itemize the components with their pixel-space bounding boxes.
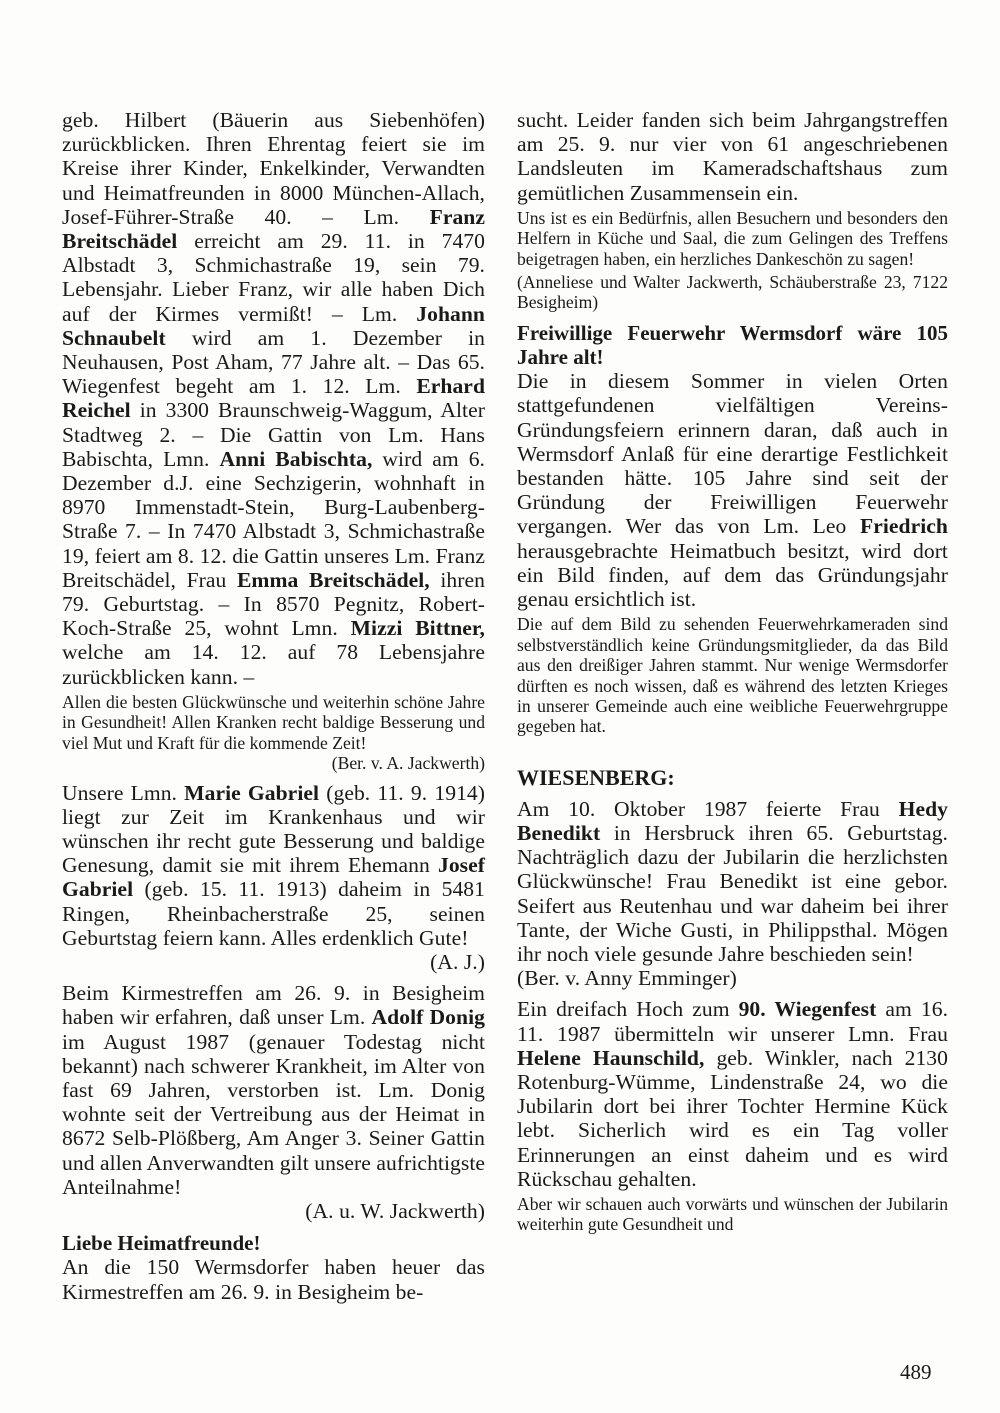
text-run: welche am 14. 12. auf 78 Lebensjahre zurückblicken kann. – [62, 640, 485, 689]
text-run: herausgebrachte Heimatbuch besitzt, wird dort ein Bild finden, auf dem das Gründungsjahr genau ersichtlich ist. [517, 538, 948, 612]
text-run: Ein dreifach Hoch zum [517, 997, 739, 1022]
section-heading [62, 1231, 485, 1255]
text-run: Beim Kirmestreffen am 26. 9. in Besigheim haben wir erfahren, daß unser Lm. [62, 981, 485, 1030]
paragraph [62, 108, 485, 689]
text-run: (geb. 11. 9. 1914) liegt zur Zeit im Krankenhaus und wir wünschen ihr recht gute Besserung und baldige Genesung, damit sie mit ihrem Ehemann [62, 780, 486, 878]
paragraph [517, 272, 948, 313]
bold-name: Freiwillige Feuerwehr Wermsdorf wäre 105 Jahre alt! [517, 320, 948, 370]
text-run: (Anneliese und Walter Jackwerth, Schäuberstraße 23, 7122 Besigheim) [517, 272, 948, 313]
paragraph [62, 781, 485, 975]
text-run: geb. Winkler, nach 2130 Rotenburg-Wümme, Lindenstraße 24, wo die Jubilarin dort bei ihrer Tochter Hermine Kück lebt. Sicherlich wird es ein Tag voller Erinnerungen an einst daheim und es wird Rückschau gehalten. [517, 1045, 948, 1191]
section-heading [517, 765, 948, 791]
right-column [517, 108, 948, 1235]
bold-name: Josef Gabriel [62, 853, 485, 902]
text-run: im August 1987 (genauer Todestag nicht bekannt) nach schwerer Krankheit, im Alter von fast 69 Jahren, verstorben ist. Lm. Donig wohnte seit der Vertreibung aus der Heimat in 8672 Selb-Plößberg, Am Anger 3. Seiner Gattin und allen Anverwandten gilt unsere aufrichtigste Anteilnahme! [62, 1029, 485, 1199]
text-run: wird am 6. Dezember d.J. eine Sechzigerin, wohnhaft in 8970 Immenstadt-Stein, Burg-Laubenberg-Straße 7. – In 7470 Albstadt 3, Schmichastraße 19, feiert am 8. 12. die Gattin unseres Lm. Franz Breitschädel, Frau [62, 446, 485, 592]
text-run: (Ber. v. Anny Emminger) [517, 966, 737, 991]
text-run: erreicht am 29. 11. in 7470 Albstadt 3, Schmichastraße 19, sein 79. Lebensjahr. Lieber Franz, wir alle haben Dich auf der Kirmes vermißt! – Lm. [62, 229, 485, 326]
bold-name: Hedy Benedikt [517, 796, 948, 845]
text-run: Die auf dem Bild zu sehenden Feuerwehrkameraden sind selbstverständlich keine Gründungsmitglieder, da das Bild aus den dreißiger Jahren stammt. Nur wenige Wermsdorfer dürften es noch wissen, daß es während des letzten Krieges in unserer Gemeinde auch eine weibliche Feuerwehrgruppe gegeben hat. [517, 614, 948, 737]
text-run: wird am 1. Dezember in Neuhausen, Post Aham, 77 Jahre alt. – Das 65. Wiegenfest begeht am 1. 12. Lm. [62, 325, 485, 399]
paragraph [517, 1194, 948, 1235]
paragraph [517, 108, 948, 205]
text-run: Uns ist es ein Bedürfnis, allen Besuchern und besonders den Helfern in Küche und Saal, die zum Gelingen des Treffens beigetragen haben, ein herzliches Dankeschön zu sagen! [517, 207, 948, 269]
bold-name: Friedrich [860, 514, 948, 539]
text-run: geb. Hilbert (Bäuerin aus Siebenhöfen) zurückblicken. Ihren Ehrentag feiert sie im Kreise ihrer Kinder, Enkelkinder, Verwandten und Heimatfreunden in 8000 München-Allach, Josef-Führer-Straße 40. – Lm. [62, 108, 485, 229]
bold-name: Adolf Donig [371, 1005, 485, 1030]
text-run: Aber wir schauen auch vorwärts und wünschen der Jubilarin weiterhin gute Gesundheit und [517, 1193, 948, 1235]
text-run: (geb. 15. 11. 1913) daheim in 5481 Ringen, Rheinbacherstraße 25, seinen Geburtstag feiern kann. Alles erdenklich Gute! [62, 877, 485, 950]
paragraph [517, 614, 948, 736]
text-run: in Hersbruck ihren 65. Geburtstag. Nachträglich dazu der Jubilarin die herzlichsten Glückwünsche! Frau Benedikt ist eine gebor. Seifert aus Reutenhau und war daheim bei ihrer Tante, der Wiche Gusti, in Philippsthal. Mögen ihr noch viele gesunde Jahre beschieden sein! [517, 820, 948, 966]
text-run: am 16. 11. 1987 übermitteln wir unserer Lmn. Frau [517, 997, 949, 1046]
left-column [62, 108, 485, 1304]
paragraph [62, 692, 485, 774]
text-run: Unsere Lmn. [62, 780, 185, 805]
text-run: ihren 79. Geburtstag. – In 8570 Pegnitz, Robert-Koch-Straße 25, wohnt Lmn. [62, 567, 485, 641]
bold-name: Marie Gabriel [184, 780, 320, 805]
bold-name: 90. Wiegenfest [738, 997, 877, 1022]
text-run: An die 150 Wermsdorfer haben heuer das Kirmestreffen am 26. 9. in Besigheim be- [62, 1255, 485, 1304]
bold-name: WIESENBERG: [517, 764, 675, 790]
paragraph [517, 369, 948, 611]
bold-name: Johann Schnaubelt [62, 301, 485, 350]
bold-name: Mizzi Bittner, [350, 616, 485, 641]
text-run: sucht. Leider fanden sich beim Jahrgangstreffen am 25. 9. nur vier von 61 angeschriebenen Landsleuten im Kameradschaftshaus zum gemütlichen Zusammensein ein. [517, 108, 948, 205]
page-number: 489 [900, 1360, 932, 1384]
paragraph [62, 1255, 485, 1303]
text-run: in 3300 Braunschweig-Waggum, Alter Stadtweg 2. – Die Gattin von Lm. Hans Babischta, Lmn. [62, 398, 485, 471]
paragraph [517, 966, 948, 990]
author-signature: (Ber. v. A. Jackwerth) [331, 753, 485, 774]
section-heading [517, 321, 948, 369]
author-signature: (A. J.) [430, 949, 485, 974]
paragraph [517, 997, 948, 1191]
text-run: Die in diesem Sommer in vielen Orten stattgefundenen vielfältigen Vereins-Gründungsfeiern erinnern daran, daß auch in Wermsdorf Anlaß für eine derartige Festlichkeit bestanden hätte. 105 Jahre sind seit der Gründung der Freiwilligen Feuerwehr vergangen. Wer das von Lm. Leo [517, 369, 948, 539]
bold-name: Erhard Reichel [62, 374, 485, 423]
author-signature: (A. u. W. Jackwerth) [305, 1198, 485, 1223]
paragraph [62, 981, 485, 1199]
bold-name: Franz Breitschädel [62, 204, 485, 254]
bold-name: Liebe Heimatfreunde! [62, 1231, 261, 1256]
text-run: Allen die besten Glückwünsche und weiterhin schöne Jahre in Gesundheit! Allen Kranken recht baldige Besserung und viel Mut und Kraft für die kommende Zeit! [62, 691, 485, 753]
bold-name: Emma Breitschädel, [236, 567, 430, 592]
text-run: Am 10. Oktober 1987 feierte Frau [517, 796, 899, 821]
paragraph [517, 208, 948, 269]
bold-name: Helene Haunschild, [517, 1045, 705, 1070]
paragraph [517, 797, 948, 966]
bold-name: Anni Babischta, [219, 446, 373, 471]
